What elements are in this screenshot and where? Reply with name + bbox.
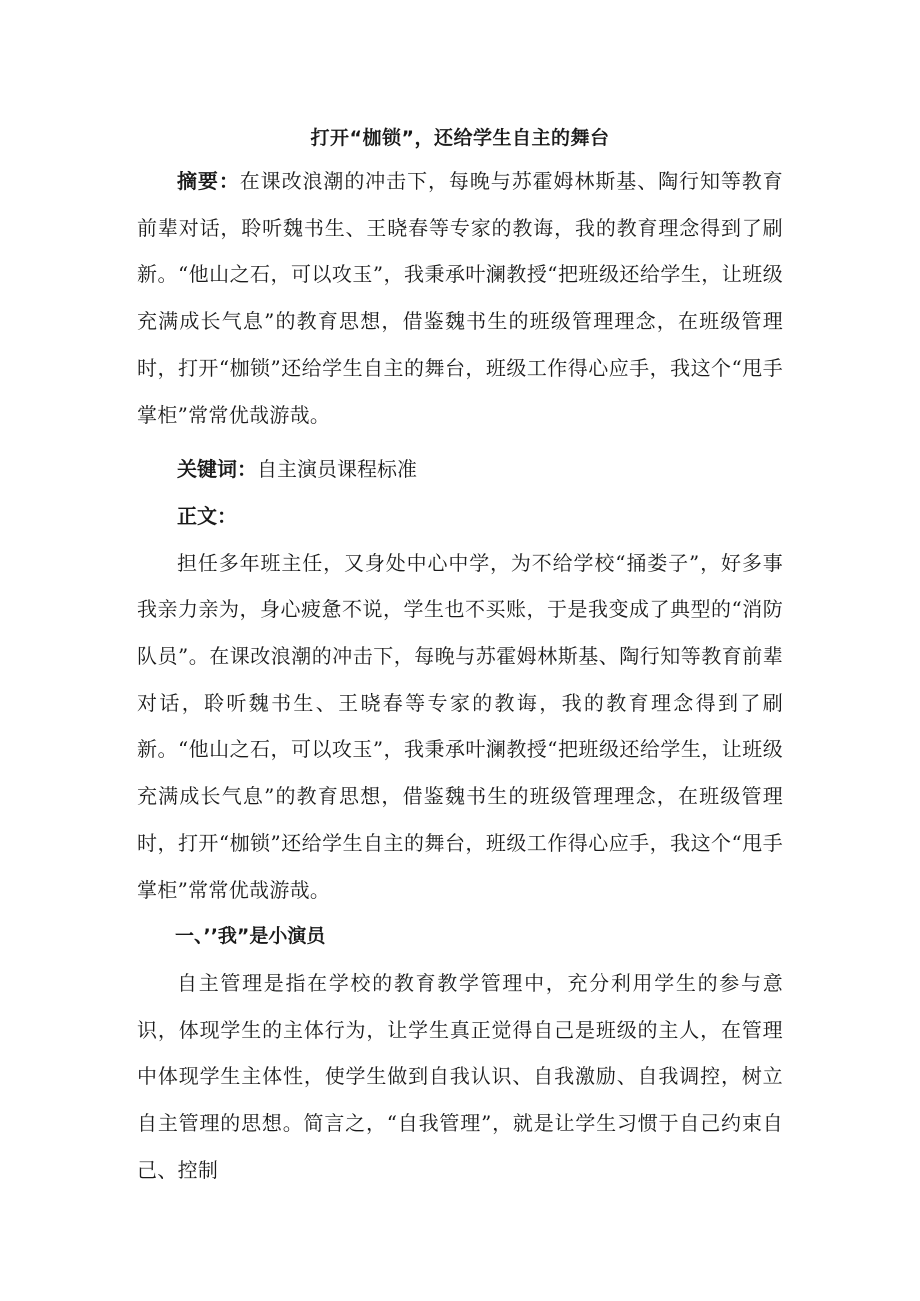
keywords-text: 自主演员课程标准: [257, 457, 417, 482]
abstract-label: 摘要：: [177, 169, 240, 193]
spacer: [137, 438, 783, 444]
abstract-paragraph: [137, 158, 783, 438]
body-label: 正文：: [177, 503, 237, 528]
keywords-label: 关键词：: [177, 457, 257, 482]
body-paragraph: 担任多年班主任，又身处中心中学，为不给学校“捅娄子”，好多事我亲力亲为，身心疲惫不说，学生也不买账，于是我变成了典型的“消防队员”。在课改浪潮的冲击下，每晚与苏霍姆林斯基、陶行知等教育前辈对话，聆听魏书生、王晓春等专家的教诲，我的教育理念得到了刷新。“他山之石，可以攻玉”，我秉承叶澜教授“把班级还给学生，让班级充满成长气息”的教育思想，借鉴魏书生的班级管理理念，在班级管理时，打开“枷锁”还给学生自主的舞台，班级工作得心应手，我这个“甩手掌柜”常常优哉游哉。: [137, 550, 783, 902]
keywords-line: [137, 446, 783, 493]
body-label-line: [137, 493, 783, 540]
section-heading: 一、’’我”是小演员: [175, 925, 326, 948]
section-paragraph: 自主管理是指在学校的教育教学管理中，充分利用学生的参与意识，体现学生的主体行为，让学生真正觉得自己是班级的主人，在管理中体现学生主体性，使学生做到自我认识、自我激励、自我调控，树立自主管理的思想。简言之，“自我管理”，就是让学生习惯于自己约束自己、控制: [137, 970, 783, 1182]
abstract-text: 在课改浪潮的冲击下，每晚与苏霍姆林斯基、陶行知等教育前辈对话，聆听魏书生、王晓春等专家的教诲，我的教育理念得到了刷新。“他山之石，可以攻玉”，我秉承叶澜教授“把班级还给学生，让班级充满成长气息”的教育思想，借鉴魏书生的班级管理理念，在班级管理时，打开“枷锁”还给学生自主的舞台，班级工作得心应手，我这个“甩手掌柜”常常优哉游哉。: [137, 169, 783, 427]
document-page: [137, 118, 783, 1193]
document-title: 打开“枷锁”，还给学生自主的舞台: [310, 127, 610, 149]
